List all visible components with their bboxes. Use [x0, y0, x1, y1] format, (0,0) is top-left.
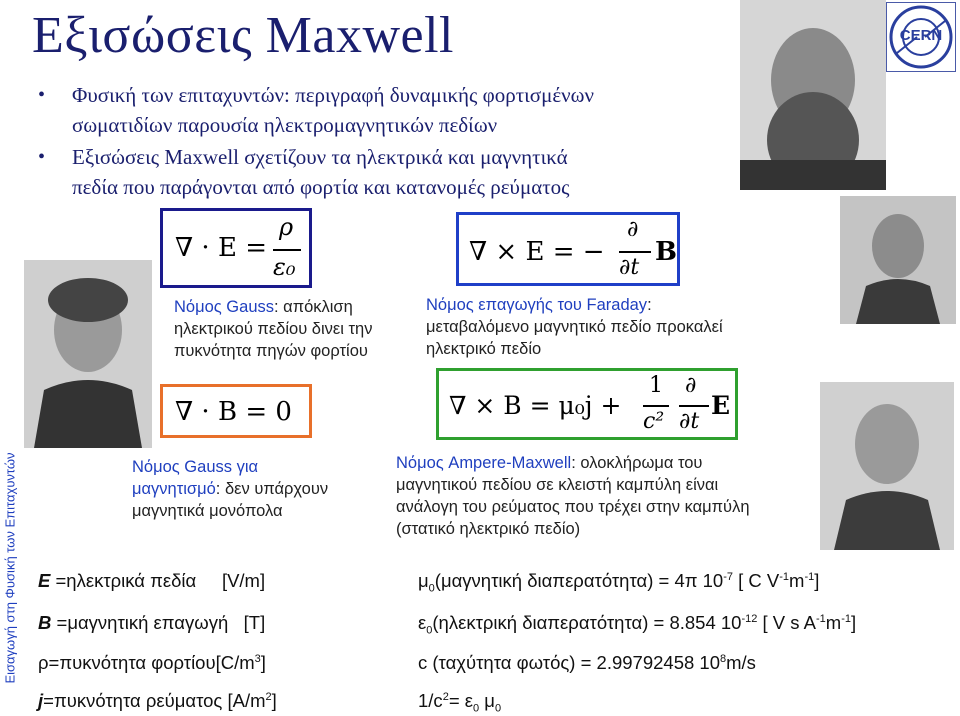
bullet-dot: •	[38, 146, 46, 168]
definition-B: B =μαγνητική επαγωγή [T]	[38, 612, 266, 633]
cern-logo	[886, 2, 956, 72]
faraday-law-description: Νόμος επαγωγής του Faraday: μεταβαλόμενο μαγνητικό πεδίο προκαλεί ηλεκτρικό πεδίο	[426, 296, 723, 358]
page-title: Εξισώσεις Maxwell	[32, 7, 454, 64]
bullet-dot: •	[38, 84, 46, 106]
fraction-bar	[679, 405, 709, 407]
fraction-bar	[619, 251, 651, 253]
gauss-magnetism-equation: ∇ · B = 0	[160, 384, 312, 438]
definition-mu0: $\mu_0(\mu\alpha\gamma\nu\eta\tau\iota\kappa ή$ διαπερατότητα) = 4π $10^{-7}$ [ C $V^{-1}m^{-1}$]	[418, 570, 820, 595]
definition-j: j=πυκνότητα ρεύματος $[A/m^2]$	[38, 690, 277, 711]
gauss-magnetism-description: Νόμος Gauss για μαγνητισμό: δεν υπάρχουν μαγνητικά μονόπολα	[132, 458, 329, 520]
maxwell-portrait	[740, 0, 886, 190]
definition-c: c (ταχύτητα φωτός) = 2.99792458 $10^8m/s$	[418, 652, 756, 673]
definition-E: E =ηλεκτρικά πεδία [V/m]	[38, 570, 266, 591]
definition-eps0: $\varepsilon_0(\eta\lambda\varepsilon\kappa\tau\rho\iota\kappa ή$ διαπερατότητα) = 8.854 $10^{-12}$ [ V s $A^{-1}m^{-1}$]	[418, 612, 857, 637]
faraday-law-equation: ∇ × E = − ∂ ∂t B	[456, 212, 680, 286]
side-label: Εισαγωγή στη Φυσική των Επιταχυντών	[2, 452, 18, 684]
faraday-portrait	[840, 196, 956, 324]
ampere-maxwell-equation: ∇ × B = μ₀j + 1 c² ∂ ∂t E	[436, 368, 738, 440]
gauss-law-equation: ∇ · E = ρ ε₀	[160, 208, 312, 288]
cern-logo-text: CERN	[899, 27, 943, 44]
bullet-1: • Φυσική των επιταχυντών: περιγραφή δυναμικής φορτισμένων σωματιδίων παρουσία ηλεκτρομαγνητικών πεδίων	[72, 80, 594, 140]
ampere-maxwell-description: Νόμος Ampere-Maxwell: ολοκλήρωμα του μαγνητικού πεδίου σε κλειστή καμπύλη είναι ανάλογη του ρεύματος που τρέχει στην καμπύλη (στατικό ηλεκτρικό πεδίο)	[396, 454, 750, 538]
fraction-bar	[273, 249, 301, 251]
gauss-law-description: Νόμος Gauss: απόκλιση ηλεκτρικού πεδίου δινει την πυκνότητα πηγών φορτίου	[174, 298, 373, 360]
ampere-portrait	[820, 382, 954, 550]
fraction-bar	[643, 405, 669, 407]
definition-rho: ρ=πυκνότητα $\varphi o\rho\tau ίo\upsilon[C/m^3]$	[38, 652, 266, 673]
definition-c-relation: $1/c^2= \varepsilon_0$ $\mu_0$	[418, 690, 502, 715]
bullet-2: • Εξισώσεις Maxwell σχετίζουν τα ηλεκτρικά και μαγνητικά πεδία που παράγονται από φορτία και κατανομές ρεύματος	[72, 142, 569, 202]
gauss-portrait	[24, 260, 152, 448]
